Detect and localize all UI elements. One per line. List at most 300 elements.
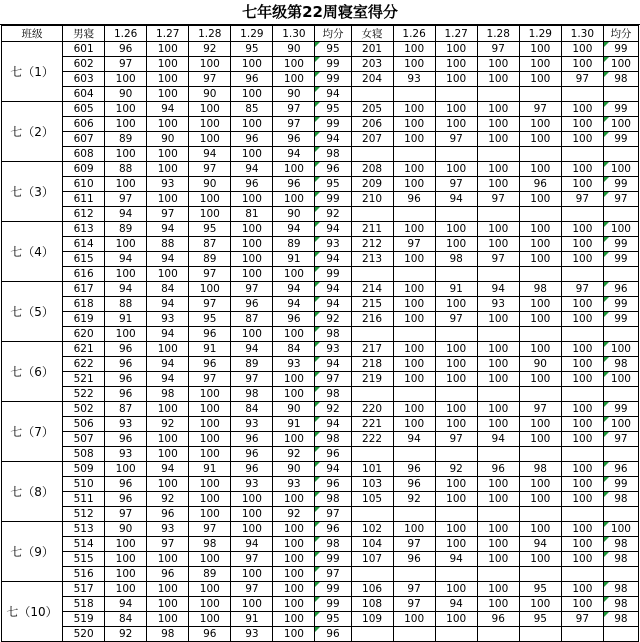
table-row: [2, 462, 639, 477]
female-dorm-number: [351, 267, 393, 282]
score-1-29: 100: [519, 117, 561, 132]
score-1-29: 100: [519, 417, 561, 432]
female-dorm-number: 217: [351, 342, 393, 357]
male-average: 98: [315, 387, 351, 402]
female-dorm-number: 219: [351, 372, 393, 387]
score-1-27: 98: [147, 387, 189, 402]
female-average: 98: [603, 357, 638, 372]
score-1-26: [393, 327, 435, 342]
score-1-29: 100: [519, 492, 561, 507]
female-dorm-number: 214: [351, 282, 393, 297]
score-1-27: 93: [147, 177, 189, 192]
score-1-29: 100: [231, 57, 273, 72]
male-average: 94: [315, 417, 351, 432]
score-1-27: 97: [147, 537, 189, 552]
score-1-26: 96: [105, 357, 147, 372]
score-1-27: 100: [147, 402, 189, 417]
female-dorm-number: 104: [351, 537, 393, 552]
female-average: 98: [603, 597, 638, 612]
score-1-26: 100: [105, 537, 147, 552]
score-1-30: [561, 87, 603, 102]
male-average: 94: [315, 357, 351, 372]
score-1-27: 97: [435, 177, 477, 192]
score-1-26: 84: [105, 612, 147, 627]
table-row: [2, 342, 639, 357]
female-average: 100: [603, 117, 638, 132]
male-average: 95: [315, 612, 351, 627]
score-1-30: 100: [561, 252, 603, 267]
score-1-26: 96: [393, 477, 435, 492]
score-1-28: 96: [189, 627, 231, 642]
score-1-26: 100: [393, 372, 435, 387]
score-1-30: 97: [273, 117, 315, 132]
score-1-27: 96: [147, 507, 189, 522]
table-row: [2, 297, 639, 312]
score-1-30: 100: [561, 477, 603, 492]
score-1-29: 93: [231, 477, 273, 492]
score-1-29: 100: [519, 222, 561, 237]
score-1-26: [393, 207, 435, 222]
class-label: 七（9）: [2, 522, 63, 582]
score-1-26: 100: [393, 402, 435, 417]
score-1-26: 100: [393, 342, 435, 357]
score-1-29: 100: [519, 192, 561, 207]
score-1-29: 91: [231, 612, 273, 627]
score-1-27: [435, 567, 477, 582]
score-1-29: 100: [231, 117, 273, 132]
score-1-26: [393, 567, 435, 582]
male-average: 97: [315, 507, 351, 522]
score-1-29: 100: [231, 327, 273, 342]
score-1-29: 95: [519, 582, 561, 597]
score-1-27: 100: [147, 117, 189, 132]
score-1-28: 95: [189, 312, 231, 327]
score-1-26: 97: [393, 597, 435, 612]
score-1-30: [561, 147, 603, 162]
male-dorm-number: 614: [63, 237, 105, 252]
score-1-29: 100: [519, 552, 561, 567]
class-label: 七（10）: [2, 582, 63, 642]
female-average: [603, 507, 638, 522]
male-average: 94: [315, 282, 351, 297]
score-1-26: [393, 507, 435, 522]
score-1-28: 100: [189, 552, 231, 567]
female-dorm-number: [351, 327, 393, 342]
score-1-29: 90: [519, 357, 561, 372]
score-1-27: 100: [435, 297, 477, 312]
score-1-30: 100: [273, 387, 315, 402]
score-1-28: 100: [477, 222, 519, 237]
score-1-26: 91: [105, 312, 147, 327]
score-1-28: 97: [189, 297, 231, 312]
score-1-30: 100: [273, 162, 315, 177]
score-1-26: 100: [105, 147, 147, 162]
header-row: [2, 26, 639, 42]
score-1-27: 100: [147, 87, 189, 102]
score-1-28: [477, 507, 519, 522]
score-1-30: 100: [561, 492, 603, 507]
male-average: 96: [315, 162, 351, 177]
male-dorm-number: 617: [63, 282, 105, 297]
score-1-30: 90: [273, 462, 315, 477]
score-1-27: [435, 387, 477, 402]
male-average: 99: [315, 267, 351, 282]
score-1-28: 100: [477, 162, 519, 177]
score-1-30: [561, 567, 603, 582]
class-label: 七（2）: [2, 102, 63, 162]
score-1-27: 88: [147, 237, 189, 252]
male-dorm-number: 607: [63, 132, 105, 147]
score-1-27: 100: [147, 342, 189, 357]
score-1-30: 100: [561, 342, 603, 357]
male-average: 98: [315, 327, 351, 342]
score-1-28: 94: [189, 147, 231, 162]
score-1-27: [435, 447, 477, 462]
female-average: 100: [603, 372, 638, 387]
score-1-30: 90: [273, 87, 315, 102]
score-1-27: [435, 327, 477, 342]
score-1-26: 94: [105, 597, 147, 612]
score-1-30: 100: [273, 537, 315, 552]
score-1-27: 90: [147, 132, 189, 147]
score-1-29: 93: [231, 627, 273, 642]
male-dorm-number: 507: [63, 432, 105, 447]
score-1-29: 100: [231, 522, 273, 537]
score-1-26: 100: [393, 57, 435, 72]
female-dorm-number: 109: [351, 612, 393, 627]
score-1-26: 93: [393, 72, 435, 87]
score-1-30: 100: [561, 432, 603, 447]
score-1-30: 97: [273, 102, 315, 117]
score-1-29: 97: [231, 282, 273, 297]
header-date: 1.26: [105, 26, 147, 42]
table-row: [2, 507, 639, 522]
class-label: 七（6）: [2, 342, 63, 402]
score-1-26: [393, 147, 435, 162]
score-1-30: 100: [561, 57, 603, 72]
female-average: 99: [603, 402, 638, 417]
male-average: 99: [315, 117, 351, 132]
male-average: 99: [315, 192, 351, 207]
score-1-29: 94: [231, 342, 273, 357]
score-1-29: 96: [231, 72, 273, 87]
score-1-26: 96: [105, 42, 147, 57]
score-1-29: 96: [231, 462, 273, 477]
male-dorm-number: 519: [63, 612, 105, 627]
score-1-28: 100: [477, 102, 519, 117]
score-1-28: 100: [477, 372, 519, 387]
score-1-29: 97: [519, 102, 561, 117]
score-1-29: 95: [519, 612, 561, 627]
score-1-26: [393, 387, 435, 402]
table-row: [2, 222, 639, 237]
score-1-30: [561, 447, 603, 462]
score-1-29: 96: [231, 432, 273, 447]
score-1-30: 100: [561, 312, 603, 327]
score-1-30: 100: [273, 432, 315, 447]
score-1-28: 100: [189, 207, 231, 222]
score-1-27: [435, 147, 477, 162]
score-1-26: 100: [393, 312, 435, 327]
score-1-27: 100: [147, 552, 189, 567]
male-dorm-number: 610: [63, 177, 105, 192]
score-1-28: 100: [477, 342, 519, 357]
score-1-30: 100: [273, 327, 315, 342]
male-average: 94: [315, 252, 351, 267]
score-1-29: [519, 447, 561, 462]
score-1-27: 98: [147, 627, 189, 642]
male-average: 97: [315, 567, 351, 582]
score-1-28: [477, 567, 519, 582]
score-1-29: 100: [231, 597, 273, 612]
table-row: [2, 327, 639, 342]
score-1-29: [519, 147, 561, 162]
score-1-26: 100: [393, 282, 435, 297]
score-1-29: 98: [519, 282, 561, 297]
score-1-27: 100: [147, 477, 189, 492]
score-1-26: 93: [105, 417, 147, 432]
male-average: 98: [315, 147, 351, 162]
table-row: [2, 417, 639, 432]
score-1-28: 97: [477, 252, 519, 267]
female-dorm-number: [351, 87, 393, 102]
score-1-28: 90: [189, 87, 231, 102]
score-1-26: 96: [105, 477, 147, 492]
female-average: 98: [603, 537, 638, 552]
score-1-28: 100: [189, 597, 231, 612]
score-1-26: 87: [105, 402, 147, 417]
female-dorm-number: 222: [351, 432, 393, 447]
score-1-28: 89: [189, 567, 231, 582]
score-1-30: 96: [273, 132, 315, 147]
score-1-29: 100: [231, 237, 273, 252]
score-1-30: 100: [561, 102, 603, 117]
score-1-29: 95: [231, 42, 273, 57]
score-1-30: 100: [561, 297, 603, 312]
header-class: 班级: [2, 26, 63, 42]
score-1-26: 97: [105, 192, 147, 207]
female-average: [603, 267, 638, 282]
score-1-30: 96: [273, 312, 315, 327]
score-1-26: 94: [105, 252, 147, 267]
female-dorm-number: 216: [351, 312, 393, 327]
score-1-26: 93: [105, 447, 147, 462]
header-date: 1.30: [561, 26, 603, 42]
score-1-29: 94: [231, 162, 273, 177]
score-1-30: 100: [561, 237, 603, 252]
male-dorm-number: 621: [63, 342, 105, 357]
score-1-26: 100: [393, 357, 435, 372]
header-male-dorm: 男寝: [63, 26, 105, 42]
male-dorm-number: 511: [63, 492, 105, 507]
header-date: 1.28: [477, 26, 519, 42]
score-1-30: [561, 267, 603, 282]
score-1-26: [393, 267, 435, 282]
score-1-26: 97: [393, 237, 435, 252]
score-1-28: 100: [477, 582, 519, 597]
score-1-29: 98: [519, 462, 561, 477]
score-1-26: 100: [393, 102, 435, 117]
score-1-28: 100: [477, 597, 519, 612]
score-1-28: 94: [477, 432, 519, 447]
female-dorm-number: 218: [351, 357, 393, 372]
table-row: [2, 177, 639, 192]
class-label: 七（7）: [2, 402, 63, 462]
male-average: 98: [315, 537, 351, 552]
score-1-29: 100: [519, 372, 561, 387]
score-1-30: 92: [273, 447, 315, 462]
score-1-28: 96: [189, 327, 231, 342]
score-1-29: [519, 207, 561, 222]
male-average: 95: [315, 177, 351, 192]
score-1-28: 97: [189, 72, 231, 87]
score-1-29: 100: [519, 432, 561, 447]
score-1-29: 85: [231, 102, 273, 117]
male-average: 99: [315, 597, 351, 612]
table-row: [2, 72, 639, 87]
score-1-27: 100: [435, 162, 477, 177]
male-dorm-number: 611: [63, 192, 105, 207]
female-average: 96: [603, 282, 638, 297]
score-1-27: 100: [435, 342, 477, 357]
score-1-30: 96: [273, 177, 315, 192]
male-dorm-number: 613: [63, 222, 105, 237]
score-1-26: 100: [105, 237, 147, 252]
score-1-30: 100: [273, 522, 315, 537]
score-1-27: 100: [435, 417, 477, 432]
male-average: 96: [315, 627, 351, 642]
score-1-26: 96: [393, 192, 435, 207]
score-1-29: 100: [231, 492, 273, 507]
male-average: 92: [315, 312, 351, 327]
male-dorm-number: 615: [63, 252, 105, 267]
score-1-28: 100: [189, 402, 231, 417]
female-average: 99: [603, 132, 638, 147]
male-dorm-number: 518: [63, 597, 105, 612]
score-1-28: 100: [477, 117, 519, 132]
score-1-29: [519, 267, 561, 282]
score-1-27: 97: [147, 207, 189, 222]
score-1-26: 100: [105, 102, 147, 117]
male-dorm-number: 608: [63, 147, 105, 162]
female-average: 99: [603, 477, 638, 492]
score-1-30: 100: [273, 567, 315, 582]
table-row: [2, 312, 639, 327]
header-date: 1.29: [231, 26, 273, 42]
header-date: 1.28: [189, 26, 231, 42]
header-date: 1.27: [435, 26, 477, 42]
female-average: 98: [603, 552, 638, 567]
score-1-30: 100: [561, 402, 603, 417]
score-1-29: 87: [231, 312, 273, 327]
score-1-27: 100: [147, 72, 189, 87]
female-dorm-number: 102: [351, 522, 393, 537]
score-1-30: 97: [561, 282, 603, 297]
score-1-30: 89: [273, 237, 315, 252]
score-1-30: 100: [273, 597, 315, 612]
score-1-26: 90: [105, 522, 147, 537]
female-dorm-number: [351, 387, 393, 402]
score-1-30: 100: [561, 372, 603, 387]
score-1-29: [519, 507, 561, 522]
score-1-30: 100: [561, 117, 603, 132]
score-1-26: 96: [393, 462, 435, 477]
score-1-27: 92: [435, 462, 477, 477]
score-1-30: 100: [273, 552, 315, 567]
male-dorm-number: 509: [63, 462, 105, 477]
female-dorm-number: 208: [351, 162, 393, 177]
male-dorm-number: 612: [63, 207, 105, 222]
score-1-28: 100: [189, 507, 231, 522]
score-1-26: 88: [105, 297, 147, 312]
male-average: 94: [315, 462, 351, 477]
score-1-27: 100: [435, 612, 477, 627]
male-dorm-number: 520: [63, 627, 105, 642]
female-dorm-number: 103: [351, 477, 393, 492]
score-1-26: 100: [105, 582, 147, 597]
score-1-28: 100: [477, 477, 519, 492]
female-dorm-number: 107: [351, 552, 393, 567]
score-1-29: 100: [231, 147, 273, 162]
score-1-28: 100: [477, 72, 519, 87]
score-1-29: 98: [231, 387, 273, 402]
score-1-28: 100: [189, 57, 231, 72]
table-row: [2, 162, 639, 177]
score-1-29: 84: [231, 402, 273, 417]
score-1-26: 100: [393, 252, 435, 267]
score-1-28: 100: [189, 192, 231, 207]
score-1-27: 100: [147, 612, 189, 627]
score-1-30: 100: [273, 627, 315, 642]
score-1-30: 84: [273, 342, 315, 357]
score-1-28: 92: [189, 42, 231, 57]
score-1-26: 94: [393, 432, 435, 447]
female-average: [603, 327, 638, 342]
score-1-29: 100: [231, 507, 273, 522]
table-row: [2, 237, 639, 252]
score-1-27: 100: [435, 582, 477, 597]
male-average: 93: [315, 342, 351, 357]
score-1-28: 100: [477, 237, 519, 252]
score-1-28: 97: [189, 267, 231, 282]
score-1-29: 89: [231, 357, 273, 372]
score-1-28: 93: [477, 297, 519, 312]
female-dorm-number: 221: [351, 417, 393, 432]
score-1-27: 94: [435, 552, 477, 567]
score-1-30: 91: [273, 417, 315, 432]
male-dorm-number: 521: [63, 372, 105, 387]
female-dorm-number: [351, 507, 393, 522]
score-1-27: 100: [147, 597, 189, 612]
score-1-29: 94: [231, 537, 273, 552]
score-1-30: 90: [273, 207, 315, 222]
male-dorm-number: 506: [63, 417, 105, 432]
table-row: [2, 492, 639, 507]
score-1-26: 100: [105, 552, 147, 567]
sheet-title: 七年级第22周寝室得分: [0, 0, 640, 25]
female-average: 99: [603, 297, 638, 312]
table-row: [2, 477, 639, 492]
female-average: 98: [603, 582, 638, 597]
score-1-28: 100: [477, 552, 519, 567]
score-1-27: 100: [435, 117, 477, 132]
score-1-29: 100: [231, 252, 273, 267]
score-1-30: 100: [561, 132, 603, 147]
score-1-30: 100: [561, 417, 603, 432]
score-1-28: 100: [189, 387, 231, 402]
female-average: 98: [603, 612, 638, 627]
table-row: [2, 402, 639, 417]
